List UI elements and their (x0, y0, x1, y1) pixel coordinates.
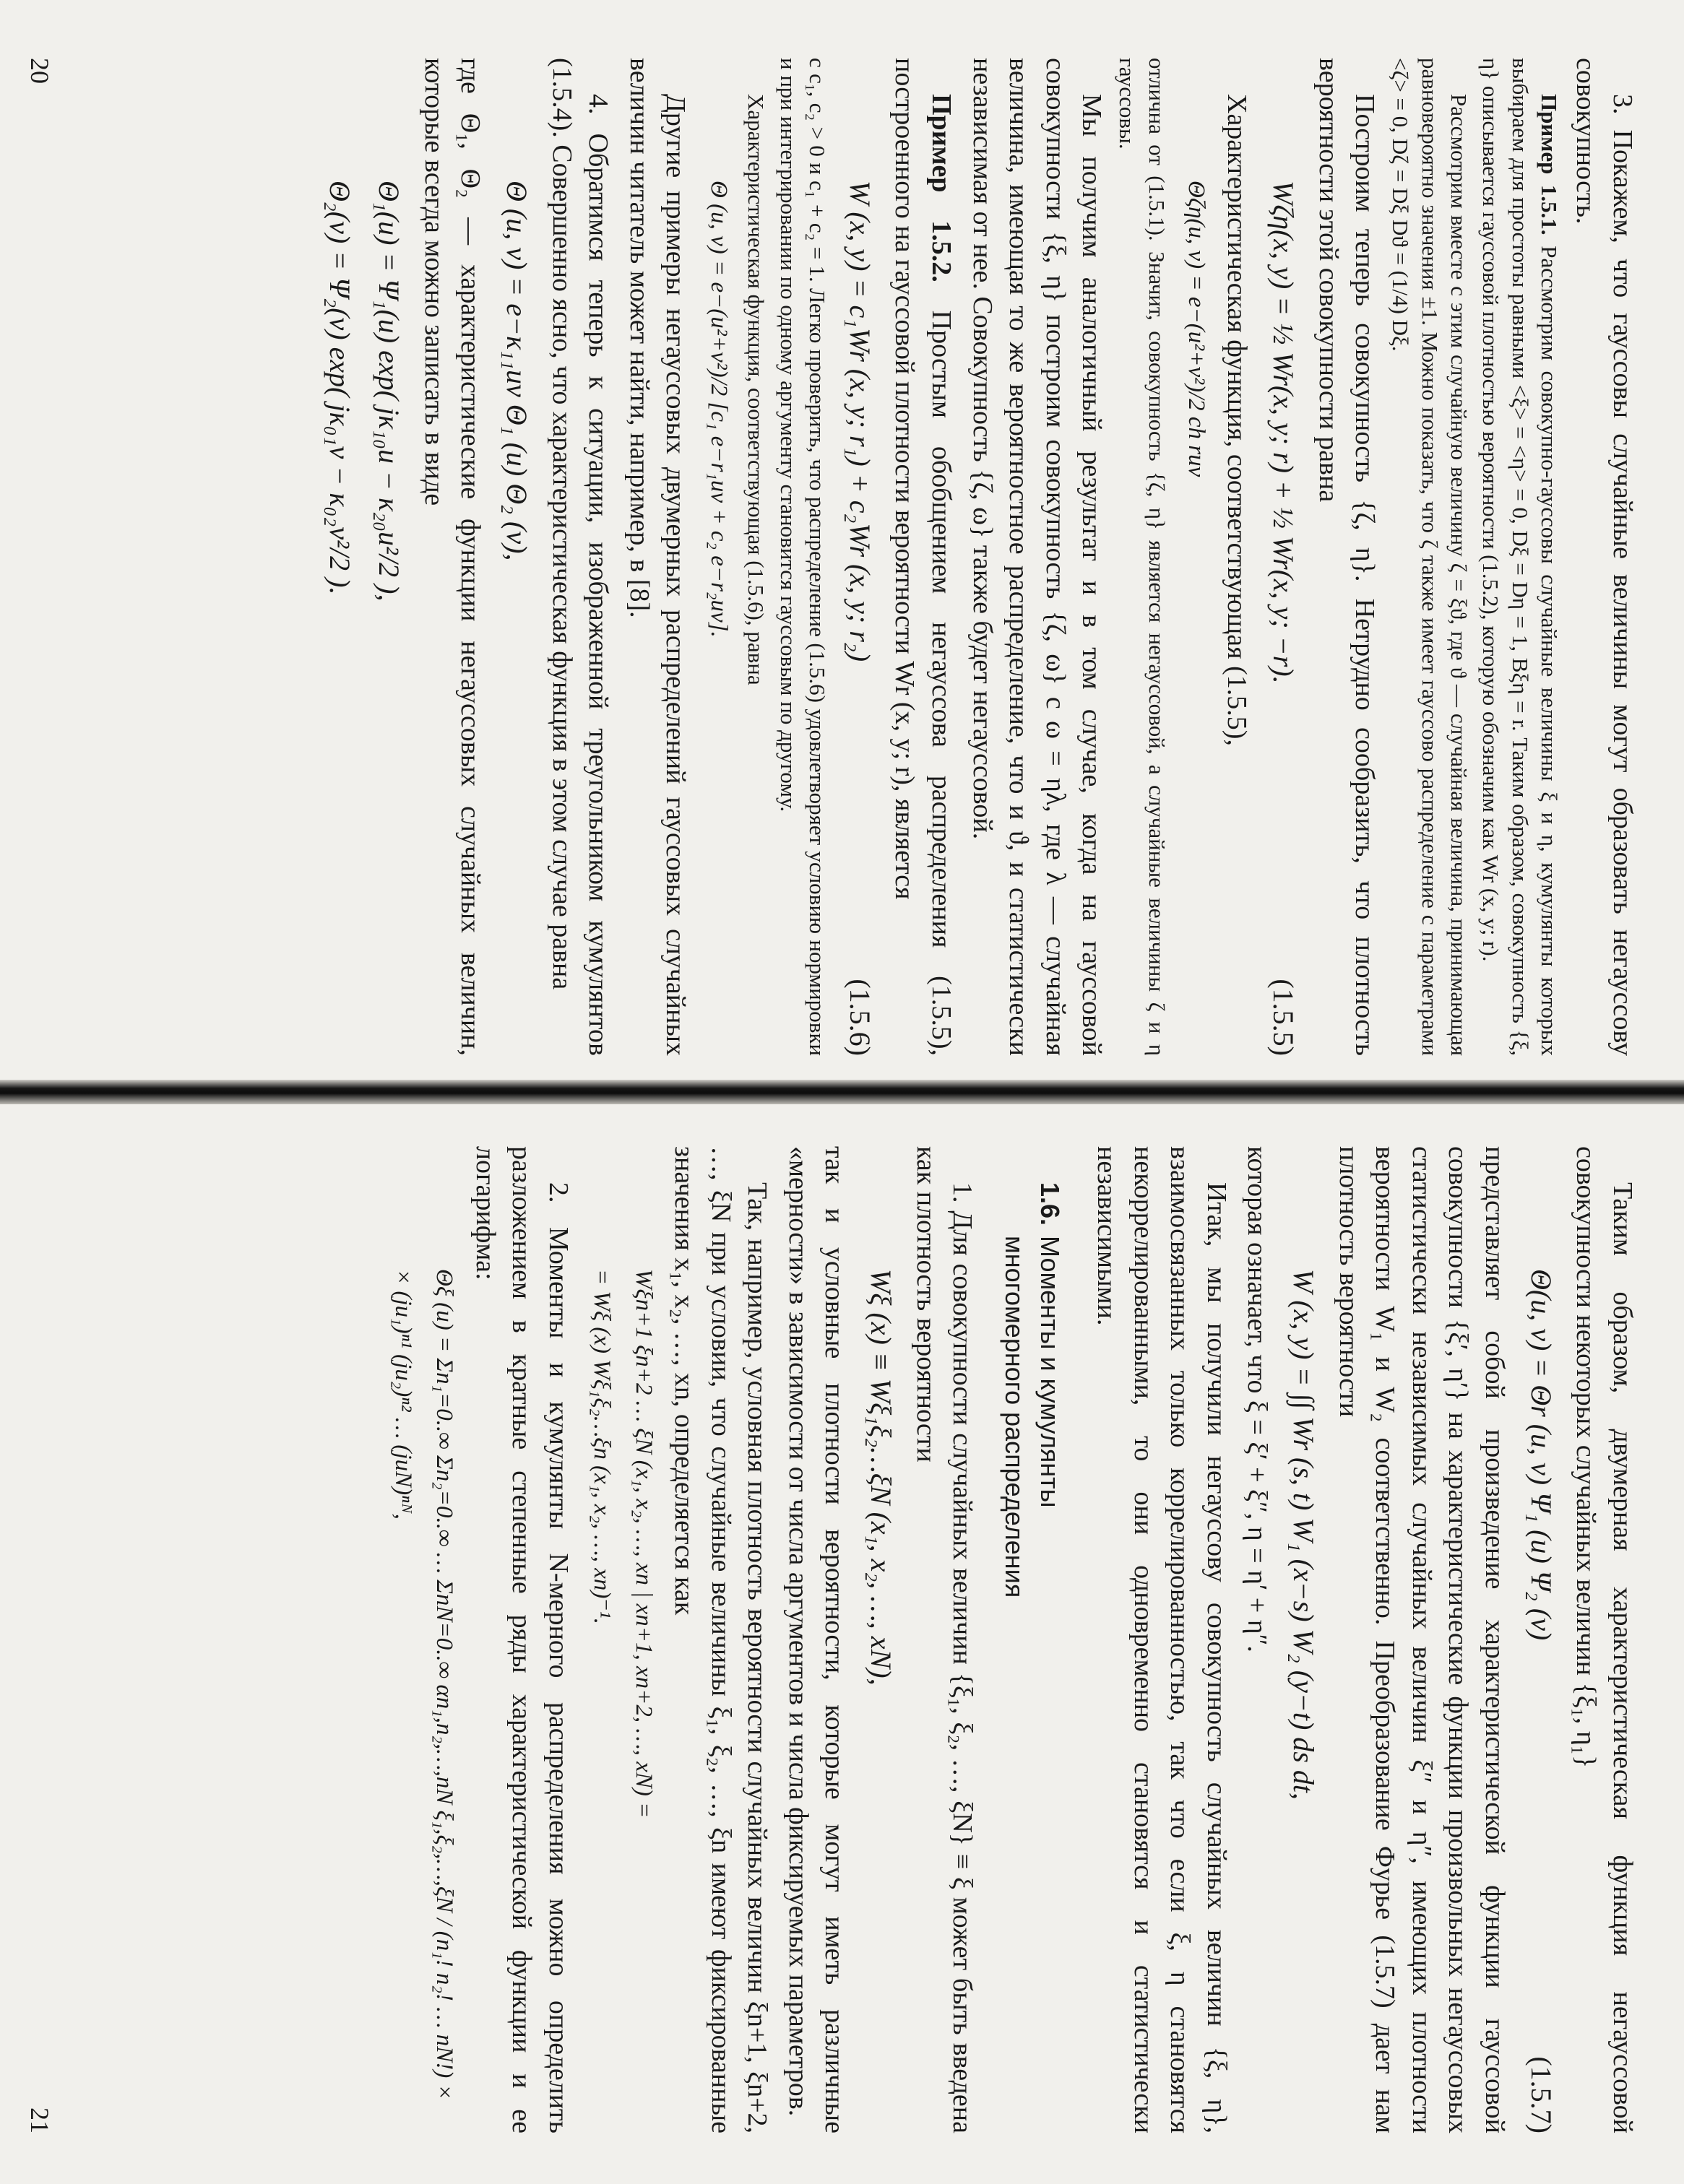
paragraph: Другие примеры негауссовых двумерных распределений гауссовых случайных величин читатель может найти, например, в [8]. (623, 58, 691, 1056)
equation-body: × (ju₁)ⁿ¹ (ju₂)ⁿ² … (juN)ⁿᴺ, (389, 1269, 416, 1520)
paragraph: отлична от (1.5.1). Значит, совокупность {ζ, η} является негауссовой, а случайные величины ζ и η гауссовы. (1115, 58, 1170, 1056)
paragraph: Итак, мы получили негауссову совокупность случайных величин {ξ, η}, взаимосвязанных только коррелированностью, так что если ξ, η становятся некоррелированными, то они одновременно становятся и статистически независимыми. (1092, 1146, 1232, 2133)
example-title: Пример 1.5.2. (926, 94, 957, 282)
equation-body: = Wξ (x) Wξ₁ξ₂…ξn (x₁, x₂, …, xn)⁻¹. (588, 1269, 615, 1624)
section-title: многомерного распределения (1000, 1236, 1030, 1598)
example-text: Простым обобщением негауссова распределения (1.5.5), построенного на гауссовой плотности вероятности Wr (x, y; r), является (889, 58, 957, 1056)
equation (701, 58, 735, 1056)
paragraph: с c₁, c₂ > 0 и c₁ + c₂ = 1. Легко проверить, что распределение (1.5.6) удовлетворяет условию нормировки и при интегрировании по одному аргументу становится гауссовым по другому. (775, 58, 830, 1056)
equation (839, 58, 881, 1056)
paragraph: которая означает, что ξ = ξ′ + ξ″, η = η′ + η″. (1242, 1146, 1273, 1652)
equation-body: Wξ (x) ≡ Wξ₁ξ₂…ξN (x₁, x₂, …, xN), (865, 1269, 898, 1686)
paragraph: Характеристическая функция, соответствующая (1.5.5), (1222, 94, 1253, 746)
paragraph: 4. Обратимся теперь к ситуации, изображенной треугольником кумулянтов (1.5.4). Совершенно ясно, что характеристическая функция в этом случае равна (546, 58, 614, 1056)
page-number: 21 (25, 2107, 54, 2133)
equation (427, 1146, 462, 2133)
section-title: Моменты и кумулянты (1035, 1236, 1065, 1508)
equation (319, 58, 360, 1056)
equation (1262, 58, 1304, 1056)
example-text: Рассмотрим совокупно-гауссовы случайные величины ξ и η, кумулянты которых выбираем для простоты равными <ξ> = <η> = 0, Dξ = Dη = 1, Bξη = r. Таким образом, совокупность {ξ, η} описывается гауссовой плотностью вероятности (1.5.2), которую обозначим как Wr (x, y; r). (1478, 58, 1562, 1056)
equation-body: W (x, y) = ∫∫ Wr (s, t) W₁ (x−s) W₂ (y−t) ds dt, (1287, 1269, 1321, 1800)
equation-number: (1.5.7) (1524, 2056, 1558, 2133)
equation (1178, 58, 1213, 1056)
example-paragraph (1476, 58, 1563, 1056)
equation (860, 1146, 902, 2133)
paragraph: Так, например, условная плотность вероятности случайных величин ξn+1, ξn+2, …, ξN при условии, что случайные величины ξ₁, ξ₂, …, ξn имеют фиксированные значения x₁, x₂, …, xn, определяется как (669, 1146, 773, 2133)
section-number: 1.6. (1035, 1182, 1065, 1226)
equation-body: Θ (u, v) = e−κ₁₁uv Θ₁ (u) Θ₂ (v), (501, 181, 534, 561)
paragraph: Таким образом, двумерная характеристическая функция негауссовой совокупности некоторых случайных величин {ξ₁, η₁} (1571, 1146, 1638, 2133)
equation-body: W (x, y) = c₁Wr (x, y; r₁) + c₂Wr (x, y; r₂) (843, 181, 876, 662)
paragraph: Построим теперь совокупность {ζ, η}. Нетрудно сообразить, что плотность вероятности этой совокупности равна (1313, 58, 1381, 1056)
paragraph: представляет собой произведение характеристической функции гауссовой совокупности {ξ′, η′} на характеристические функции произвольных негауссовых статистически независимых случайных величин ξ″ и η″, имеющих плотности вероятности W₁ и W₂ соответственно. Преобразование Фурье (1.5.7) дает нам плотность вероятности (1333, 1146, 1510, 2133)
paragraph: Характеристическая функция, соответствующая (1.5.6), равна (743, 94, 769, 685)
example-title: Пример 1.5.1. (1536, 94, 1562, 235)
equation (385, 1146, 420, 2133)
example-paragraph (886, 58, 959, 1056)
paragraph: Мы получим аналогичный результат и в том случае, когда на гауссовой совокупности {ξ, η} построим совокупность {ζ, ω} с ω = ηλ, где λ — случайная величина, имеющая то же вероятностное распределение, что и ϑ, и статистически независимая от нее. Совокупность {ζ, ω} также будет негауссовой. (967, 58, 1107, 1056)
page-number: 20 (25, 58, 54, 84)
equation (1282, 1146, 1324, 2133)
equation-body: Θξ (u) = Σn₁=0..∞ Σn₂=0..∞ … ΣnN=0..∞ αn₁,n₂,…,nN ξ₁,ξ₂,…,ξN / (n₁! n₂! … nN!) × (431, 1269, 458, 2100)
equation-body: Θ(u, v) = Θr (u, v) Ψ₁ (u) Ψ₂ (v) (1524, 1269, 1558, 1641)
equation (626, 1146, 660, 2133)
paragraph: 3. Покажем, что гауссовы случайные величины могут образовать негауссову совокупность. (1571, 58, 1638, 1056)
equation (584, 1146, 618, 2133)
equation-body: Θ (u, v) = e−(u²+v²)/2 [c₁ e−r₁uv + c₂ e−r₂uv]. (706, 181, 733, 638)
section-heading (996, 1182, 1066, 2133)
equation-body: Θ₂(v) = Ψ₂(v) exp( jκ₀₁v − κ₀₂v²/2 ). (324, 181, 357, 595)
equation-body: Wξn+1 ξn+2 … ξN (x₁, x₂, …, xn | xn+1, xn+2, …, xN) = (630, 1269, 657, 1819)
paragraph: так и условные плотности вероятности, которые могут иметь различные «мерности» в зависимости от числа аргументов и числа фиксируемых параметров. (782, 1146, 850, 2133)
equation-number: (1.5.5) (1267, 979, 1300, 1056)
example-paragraph: Рассмотрим вместе с этим случайную величину ζ = ξϑ, где ϑ — случайная величина, принимающая равновероятно значения ±1. Можно показать, что ζ также имеет гауссово распределение с параметрами <ζ> = 0, Dζ = Dξ Dϑ = (1/4) Dξ. (1388, 58, 1472, 1056)
equation (496, 58, 537, 1056)
paragraph: 2. Моменты и кумулянты N-мерного распределения можно определить разложением в кратные степенные ряды характеристической функции и ее логарифма: (470, 1146, 574, 2133)
equation-body: Θζη(u, v) = e−(u²+v²)/2 ch ruv (1183, 181, 1209, 477)
equation (368, 58, 410, 1056)
paragraph: где Θ₁, Θ₂ — характеристические функции негауссовых случайных величин, которые всегда можно записать в виде (418, 58, 486, 1056)
paragraph: 1. Для совокупности случайных величин {ξ₁, ξ₂, …, ξN} ≡ ξ может быть введена как плотность вероятности (910, 1146, 978, 2133)
equation-number: (1.5.6) (843, 979, 876, 1056)
equation-body: Wζη(x, y) = ½ Wr(x, y; r) + ½ Wr(x, y; −r). (1267, 181, 1300, 684)
equation (1520, 1146, 1562, 2133)
right-page (0, 1092, 1684, 2184)
equation-body: Θ₁(u) = Ψ₁(u) exp( jκ₁₀u − κ₂₀u²/2 ), (373, 181, 406, 602)
